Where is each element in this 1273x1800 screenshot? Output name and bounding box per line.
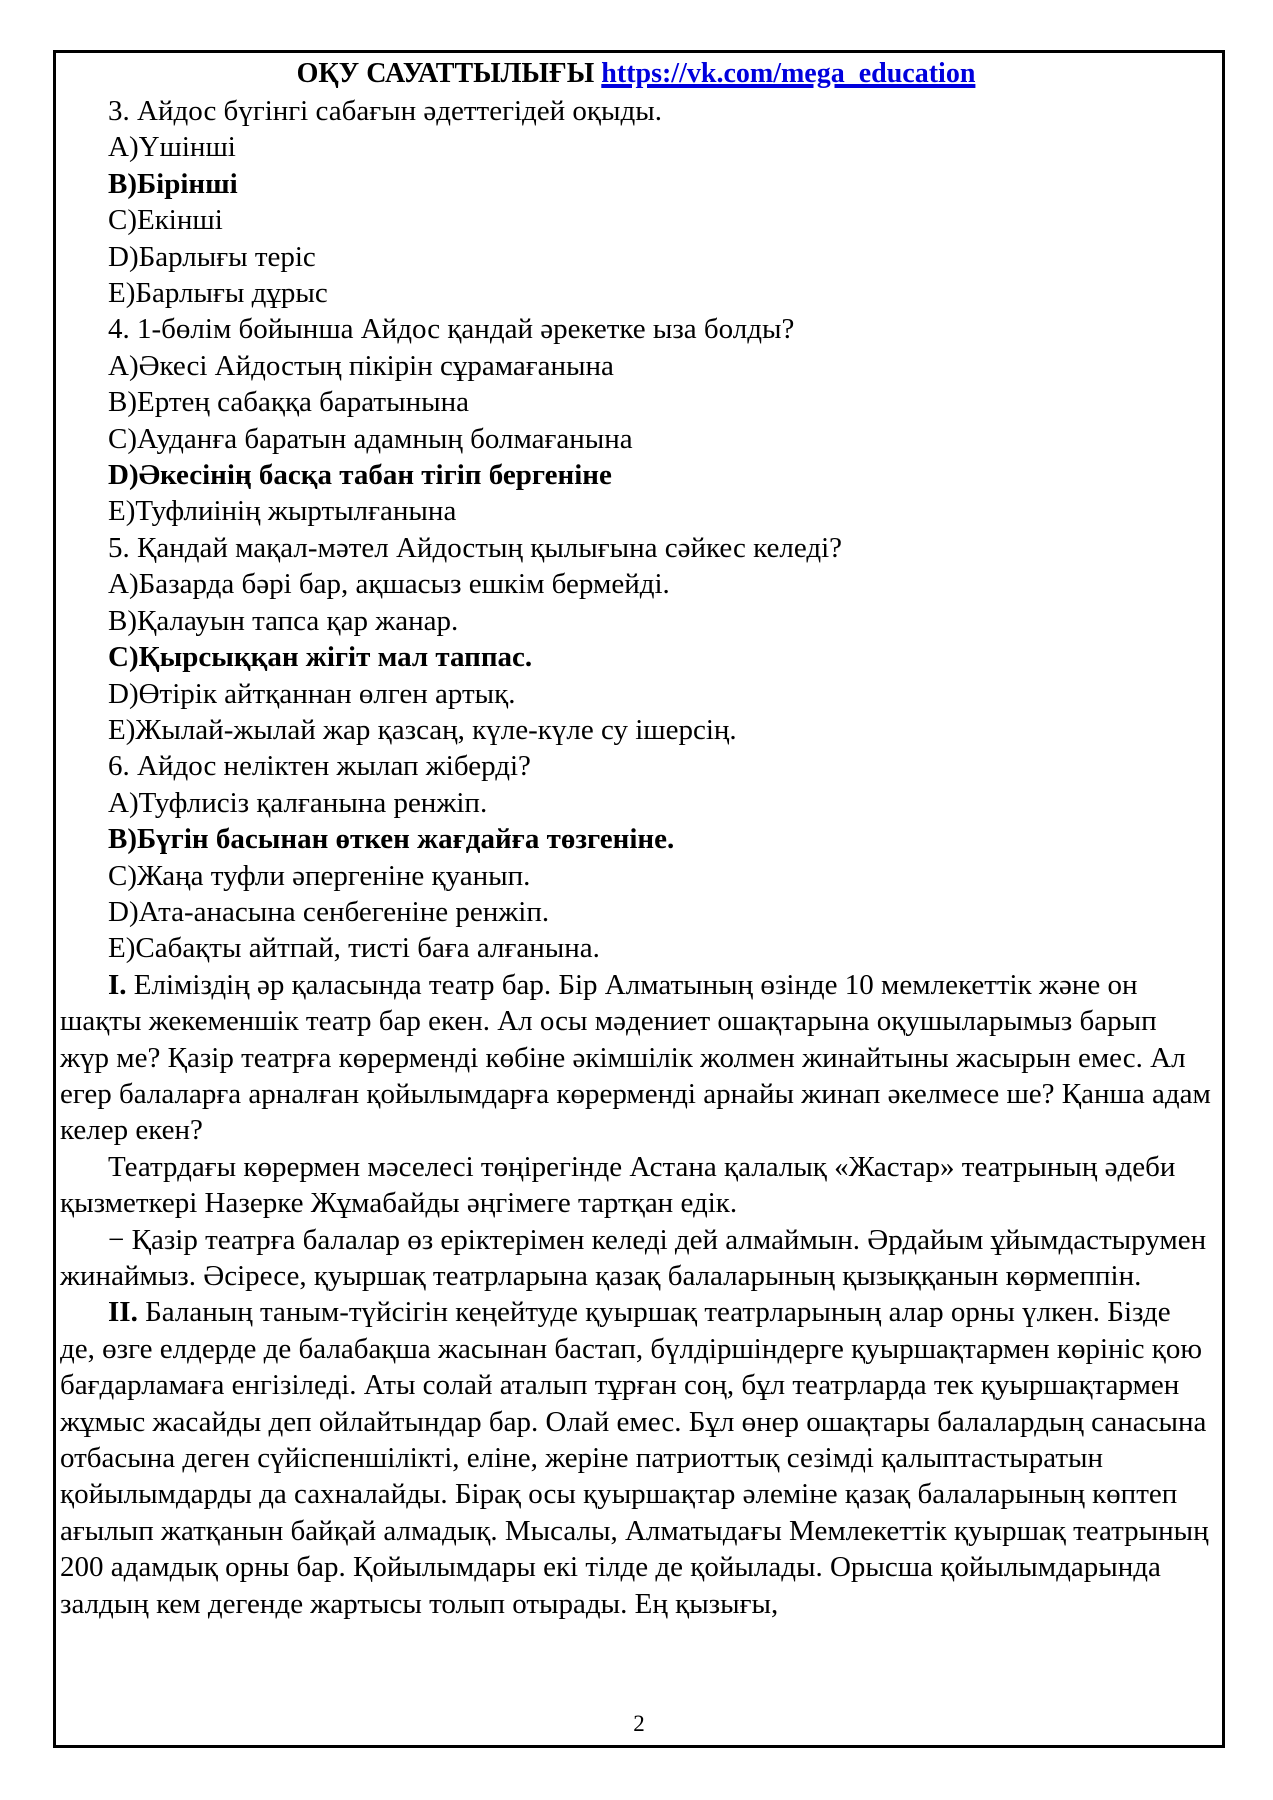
- document-content: [60, 93, 1212, 1622]
- header-title: ОҚУ САУАТТЫЛЫҒЫ: [296, 58, 595, 89]
- question-3-option-C: C)Екінші: [108, 204, 223, 237]
- question-6-option-E: E)Сабақты айтпай, тисті баға алғанына.: [108, 932, 600, 965]
- question-6-option-C: C)Жаңа туфли әпергеніне қуанып.: [108, 859, 531, 892]
- passage-p3: [60, 1222, 1212, 1295]
- passage-ii: [60, 1294, 1212, 1622]
- page-header: [60, 56, 1212, 91]
- passage-p2-text: Театрдағы көрермен мәселесі төңірегінде Астана қалалық «Жастар» театрының әдеби қызметкері Назерке Жұмабайды әңгімеге тартқан едік.: [60, 1150, 1176, 1220]
- question-6-option-D: D)Ата-анасына сенбегеніне ренжіп.: [108, 895, 550, 928]
- question-6-option-A: A)Туфлисіз қалғанына ренжіп.: [108, 786, 488, 819]
- question-4-text: 4. 1-бөлім бойынша Айдос қандай әрекетке ыза болды?: [108, 313, 795, 346]
- passage-p3-text: − Қазір театрға балалар өз еріктерімен келеді дей алмаймын. Әрдайым ұйымдастырумен жинаймыз. Әсіресе, қуыршақ театрларына қазақ балаларының қызыққанын көрмеппін.: [60, 1223, 1207, 1292]
- passage-i: [60, 967, 1212, 1149]
- page-number: 2: [633, 1711, 645, 1736]
- passage-p2: [60, 1149, 1212, 1222]
- question-4-option-C: C)Ауданға баратын адамның болмағанына: [108, 422, 633, 455]
- question-6-option-B: B)Бүгін басынан өткен жағдайға төзгеніне.: [108, 823, 675, 856]
- passage-ii-text: Баланың таным-түйсігін кеңейтуде қуыршақ театрларының алар орны үлкен. Бізде де, өзге елдерде де балабақша жасынан бастап, бүлдіршіндерге қуыршақтармен көрініс қою бағдарламаға енгізіледі. Аты солай аталып тұрған соң, бұл театрларда тек қуыршақтармен жұмыс жасайды деп ойлайтындар бар. Олай емес. Бұл өнер ошақтары балалардың санасына отбасына деген сүйіспеншілікті, еліне, жеріне патриоттық сезімді қалыптастыратын қойылымдарды да сахналайды. Бірақ осы қуыршақтар әлеміне қазақ балаларының көптеп ағылып жатқанын байқай алмадық. Мысалы, Алматыдағы Мемлекеттік қуыршақ театрының 200 адамдық орны бар. Қойылымдары екі тілде де қойылады. Орысша қойылымдарында залдың кем дегенде жартысы толып отырады. Ең қызығы,: [60, 1296, 1209, 1620]
- question-6-text: 6. Айдос неліктен жылап жіберді?: [108, 750, 531, 783]
- passage-i-text: Еліміздің әр қаласында театр бар. Бір Алматының өзінде 10 мемлекеттік және он шақты жекеменшік театр бар екен. Ал осы мәдениет ошақтарына оқушыларымыз барып жүр ме? Қазір театрға көрерменді көбіне әкімшілік жолмен жинайтыны жасырын емес. Ал егер балаларға арналған қойылымдарға көрерменді арнайы жинап әкелмесе ше? Қанша адам келер екен?: [60, 968, 1211, 1147]
- document-page: [53, 50, 1225, 1748]
- question-3-option-D: D)Барлығы теріс: [108, 240, 316, 273]
- passage-i-lead: I.: [108, 968, 127, 1001]
- question-5-option-B: B)Қалауын тапса қар жанар.: [108, 604, 459, 637]
- header-link[interactable]: https://vk.com/mega_education: [601, 58, 976, 89]
- question-5-option-D: D)Өтірік айтқаннан өлген артық.: [108, 677, 516, 710]
- question-3-option-E: E)Барлығы дұрыс: [108, 277, 328, 310]
- passage-ii-lead: II.: [108, 1296, 138, 1329]
- question-3-text: 3. Айдос бүгінгі сабағын әдеттегідей оқыды.: [108, 95, 662, 127]
- question-5-text: 5. Қандай мақал-мәтел Айдостың қылығына сәйкес келеді?: [108, 531, 843, 564]
- question-4-option-B: B)Ертең сабаққа баратынына: [108, 386, 469, 419]
- question-3-option-B: B)Бірінші: [108, 167, 238, 200]
- question-4-option-A: A)Әкесі Айдостың пікірін сұрамағанына: [108, 349, 614, 382]
- question-5-option-A: A)Базарда бәрі бар, ақшасыз ешкім бермейді.: [108, 568, 670, 601]
- question-3-option-A: A)Үшінші: [108, 131, 236, 164]
- question-5-option-E: E)Жылай-жылай жар қазсаң, күле-күле су ішерсің.: [108, 713, 737, 746]
- question-5-option-C: C)Қырсыққан жігіт мал таппас.: [108, 641, 533, 674]
- question-4-option-D: D)Әкесінің басқа табан тігіп бергеніне: [108, 459, 612, 492]
- question-4-option-E: E)Туфлиінің жыртылғанына: [108, 495, 457, 528]
